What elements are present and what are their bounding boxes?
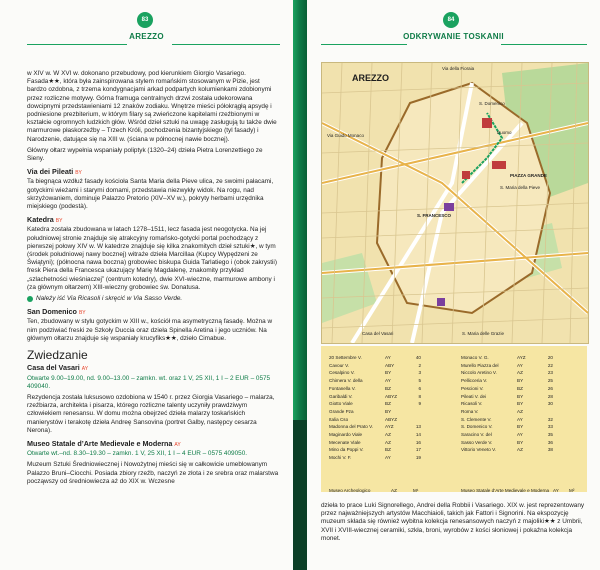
visit-info: Otwarte 9.00–19.00, nd. 9.00–13.00 – zamkn. wt. oraz 1 V, 25 XII, 1 I – 2 EUR – 0575 409040.: [27, 374, 271, 390]
street-index-row: [461, 377, 553, 385]
street-name: Pescioni V.: [461, 385, 484, 391]
map-number: 8: [418, 393, 421, 399]
street-index-row: [461, 354, 553, 362]
street-index-row: [461, 431, 553, 439]
map-label: PIAZZA GRANDE: [510, 173, 547, 178]
street-name: Saracino V. del: [461, 432, 492, 438]
map-number: 32: [547, 416, 553, 422]
grid-ref: AZ: [517, 370, 523, 376]
street-index-row: [461, 400, 553, 408]
visit-text: Muzeum Sztuki Średniowiecznej i Nowożytnej mieści się w całkowicie umeblowanym Palazzo Bruni–Ciocchi. Posiada zbiory rzeźb, naczyń ze złota i ze srebra oraz malarstwa począwszy od średniowiecza aż do XIX w. Wczesne: [27, 461, 279, 485]
book-spine: [293, 0, 307, 570]
map-number: 40: [415, 355, 421, 360]
grid-ref: BZ: [385, 385, 391, 391]
map-label: Duomo: [497, 130, 512, 135]
street-index-row: [461, 362, 553, 370]
section-text: Ten, zbudowany w stylu gotyckim w XIII w., kościół ma asymetryczną fasadę. Można w nim podziwiać freski ze Szkoły Duccia oraz dzieła Spinella Aretina i jego uczniów. Na głównym ołtarzu znajduje się wspaniały krucyfiks★★, dzieło Cimabue.: [27, 318, 273, 342]
street-index-row: [461, 446, 553, 454]
map-number: 2: [418, 362, 421, 368]
grid-ref: AZ: [385, 432, 391, 438]
street-name: Vittorio Veneto V.: [461, 447, 496, 453]
section-heading-pileati: [27, 168, 280, 177]
street-name: Pileati V. dei: [461, 393, 487, 399]
grid-ref: AY: [517, 432, 523, 438]
map-label: Via della Fioraia: [442, 66, 475, 71]
map-number: 35: [547, 432, 553, 438]
header-rule-right-2: [501, 44, 587, 45]
street-index-row: [329, 431, 421, 439]
map-number: 26: [547, 385, 553, 391]
street-name: Maginardo Viale: [329, 432, 363, 438]
map-label: Casa del Vasari: [362, 331, 394, 336]
grid-ref: AY: [385, 378, 391, 384]
street-name: Niccolo Aretino V.: [461, 370, 497, 376]
street-name: Italia Cso: [329, 416, 349, 422]
street-index-row: [461, 385, 553, 393]
grid-ref: AY: [385, 455, 391, 461]
map-label: Via Guido Monaco: [327, 133, 364, 138]
grid-ref: AY: [385, 355, 391, 360]
grid-ref: AY: [81, 366, 89, 373]
sight-francesco-marker: [444, 203, 454, 211]
sight-piazza-marker: [492, 161, 506, 169]
street-name: Ricasoli V.: [461, 401, 483, 407]
visit-title: Casa del Vasari: [27, 363, 80, 373]
grid-ref: BZ: [385, 401, 391, 407]
grid-ref: BY: [75, 170, 82, 177]
tip-text: Należy iść Via Ricasoli i skręcić w Via Sasso Verde.: [36, 295, 183, 303]
street-name: Giotto Viale: [329, 401, 353, 407]
map-number: 19: [415, 455, 421, 461]
right-text-column: [321, 502, 587, 543]
street-name: S. Domenico V.: [461, 424, 493, 430]
running-head-right: ODKRYWANIE TOSKANII: [403, 32, 504, 41]
map-label: S. Maria della Pieve: [500, 185, 541, 190]
header-rule-left: [27, 44, 127, 45]
legend-museum: Museo Archeologico: [329, 488, 371, 493]
map-number: 16: [415, 439, 421, 445]
map-number: 22: [547, 362, 553, 368]
street-index-row: [329, 439, 421, 447]
sight-pieve-marker: [462, 171, 470, 179]
header-rule-left-2: [172, 44, 280, 45]
grid-ref: ABYZ: [385, 393, 397, 399]
grid-ref: AZ: [385, 439, 391, 445]
grid-ref: ABYZ: [385, 416, 397, 422]
map-number: [407, 408, 421, 416]
grid-ref: AZ: [517, 447, 523, 453]
map-label: S. Domenico: [479, 101, 505, 106]
map-number: [539, 408, 553, 416]
street-index-row: [329, 393, 421, 401]
visit-info: Otwarte wt.–nd. 8.30–19.30 – zamkn. 1 V, 25 XII, 1 I – 4 EUR – 0575 409050.: [27, 450, 248, 458]
street-index-column-2: [461, 354, 553, 454]
street-index-row: [461, 408, 553, 416]
street-name: Madonna del Prato V.: [329, 424, 374, 430]
grid-ref: BY: [517, 378, 524, 384]
header-rule-right: [321, 44, 407, 45]
visit-title: Museo Statale d’Arte Medievale e Moderna: [27, 438, 173, 448]
section-text: Katedra została zbudowana w latach 1278–1511, lecz fasada jest neogotycka. Na jej południowej stronie znajduje się atrakcyjny romańsko-gotycki portal pochodzący z pierwszej połowy XIV w. W katedrze znajduje się kilka znakomitych dzieł sztuki★, w tym (środek południowej nawy bocznej) witraże dzieła Marcillaa (Kupcy Wypędzeni ze Świątyni); (północna nawa boczna) grobowiec biskupa Guida Tarlatiego i (obok zakrystii) fresk Piera della Francesca ukazujący Marię Magdalenę, znakomity przykład „szlachetności wieśniaczej” (centrum kotedry), dwie XVI-wieczne, marmurowe ambony i (za głównym ołtarzem) XIII-wieczny grobowiec św. Donatusa.: [27, 226, 277, 291]
map-number: 17: [415, 447, 421, 453]
grid-ref: AYZ: [517, 355, 526, 360]
legend-museum: Museo Statale d’Arte Medievale e Moderna: [461, 488, 550, 493]
grid-ref: ABY: [385, 362, 395, 368]
legend-museum-grid: AZ: [391, 488, 397, 493]
street-index-column-1: [329, 354, 421, 462]
street-name: Mochi V. F.: [329, 455, 352, 461]
grid-ref: BZ: [517, 385, 523, 391]
grid-ref: AYZ: [385, 424, 394, 430]
left-page: [0, 0, 293, 570]
street-index-row: [461, 369, 553, 377]
page-number-right: 84: [443, 12, 459, 28]
street-index-row: [461, 416, 553, 424]
directions-tip: [27, 295, 280, 303]
street-name: Roma V.: [461, 408, 479, 414]
street-index-row: [329, 377, 421, 385]
city-map: [321, 62, 589, 344]
grid-ref: AY: [174, 441, 181, 448]
page-number-left: 83: [137, 12, 153, 28]
running-head-left: AREZZO: [129, 32, 164, 41]
map-number: 6: [418, 385, 421, 391]
section-text: Ta biegnąca wzdłuż fasady kościoła Santa Maria della Pieve ulica, ze swoimi pałacami, gotyckimi wieżami i starymi domami, przedstawia niezwykły widok. Na rogu, nad skrzyżowaniem, dominuje Palazzo Pretorio (XIV–XV w.), pokryty herbami urzędnika miejskiego (podestà).: [27, 178, 274, 211]
map-label: S. FRANCESCO: [417, 213, 452, 218]
map-number: 30: [547, 401, 553, 407]
map-number: 36: [547, 439, 553, 445]
section-title: Katedra: [27, 215, 54, 225]
street-name: 20 Settembre V.: [329, 355, 362, 360]
map-number: [407, 416, 421, 424]
grid-ref: BY: [517, 393, 524, 399]
street-index-row: [329, 408, 421, 416]
street-name: Garibaldi V.: [329, 393, 353, 399]
body-paragraph: dzieła to prace Luki Signorellego, Andrei della Robbii i Vasariego. XIX w. jest reprezentowany przez najważniejszych artystów Macchiaioli, takich jak Fattori i Signorini. Na ekspozycję muzeum składa się również wybitna kolekcja renesansowych naczyń z majoliki★★ z Umbrii, XVII i XVIII-wiecznej ceramiki, szkła, broni, wyrobów z kości słoniowej i pokaźna kolekcja monet.: [321, 502, 585, 542]
street-index-row: [329, 416, 421, 424]
street-name: Pellicceria V.: [461, 378, 488, 384]
map-number: 38: [547, 447, 553, 453]
legend-museum-code: M²: [569, 488, 575, 493]
map-number: 13: [415, 424, 421, 430]
legend-museum-grid: AY: [553, 488, 559, 493]
grid-ref: BZ: [385, 447, 391, 453]
street-name: Fontanella V.: [329, 385, 356, 391]
street-index-row: [461, 423, 553, 431]
street-name: S. Clemente V.: [461, 416, 492, 422]
grid-ref: BY: [517, 439, 524, 445]
grid-ref: BY: [78, 310, 86, 317]
street-name: Sasso Verde V.: [461, 439, 493, 445]
section-heading-katedra: [27, 216, 280, 225]
intro-paragraph: Główny ołtarz wypełnia wspaniały poliptyk (1320–24) dzieła Pietra Lorenzettiego ze Sieny.: [27, 146, 263, 163]
visit-heading-museo: [27, 440, 280, 449]
map-number: 28: [547, 393, 553, 399]
legend-museum-code: M¹: [413, 488, 419, 493]
map-number: 25: [547, 378, 553, 384]
map-number: 33: [547, 424, 553, 430]
street-name: Chimera V. della: [329, 378, 363, 384]
street-index-row: [329, 446, 421, 454]
map-number: 14: [415, 432, 421, 438]
intro-paragraph: w XIV w. W XVI w. dokonano przebudowy, pod kierunkiem Giorgio Vasariego. Fasada★★, która była zainspirowana stylem romańskim stosowanym w Pizie, jest bardzo ozdobna, z trzema kondygnacjami arkad podpartych kolumienkami zdobionymi przez rozliczne motywy. Górna framuga centralnych drzwi została udekorowana dowcipnymi przedstawieniami 12 znaków zodiaku. Wnętrze mieści półokrągłą apsydę i podniesione prezbiterium, w którym filary są zwieńczone kapitelami rzeźbionymi w kształcie ogromnych ludzkich głów. Wśród dzieł sztuki na uwagę zasługują tu także dwie marmurowe płaskorzeźby – Trzech Króli, pochodzenia bizantyjskiego (tyl fasady) i Narodzenie, datujące się na XIII w. (ściana w północnej nawie bocznej).: [27, 70, 277, 143]
street-index-row: [461, 393, 553, 401]
left-text-column: [27, 70, 280, 489]
street-index-row: [329, 454, 421, 462]
section-title: San Domenico: [27, 307, 77, 317]
map-title: AREZZO: [352, 73, 389, 83]
spine-shadow: [293, 420, 307, 570]
street-name: Murello Piazza del: [461, 362, 499, 368]
sight-duomo-marker: [482, 118, 492, 128]
right-page: [307, 0, 600, 570]
grid-ref: BY: [517, 424, 524, 430]
map-number: 9: [418, 401, 421, 407]
street-index-row: [329, 369, 421, 377]
section-title: Via dei Pileati: [27, 167, 74, 177]
section-heading-zwiedzanie: Zwiedzanie: [27, 348, 88, 363]
map-graphic: [322, 63, 588, 343]
map-number: 3: [418, 370, 421, 376]
visit-heading-vasari: [27, 364, 280, 373]
map-number: 5: [418, 378, 421, 384]
street-name: Mecenate Viale: [329, 439, 361, 445]
street-index-row: [329, 354, 421, 362]
street-name: Grande Pza: [329, 408, 354, 414]
section-heading-domenico: [27, 308, 280, 317]
street-name: Monaco V. G.: [461, 355, 489, 360]
grid-ref: AZ: [517, 408, 523, 414]
visit-text: Rezydencja została luksusowo ozdobiona w 1540 r. przez Giorgia Vasariego – malarza, rzeźbiarza, architekta i pisarza, którego rozliczne talenty uczyniły prawdziwym człowiekiem renesansu. W domu można obejrzeć dzieła malarzy toskańskich manierystów i terakotę dzieła Andreę Sansovina (portret Galby, następcy cesarza Nerona).: [27, 393, 275, 434]
street-name: Mino da Poppi V.: [329, 447, 364, 453]
grid-ref: AY: [517, 362, 523, 368]
grid-ref: BY: [385, 370, 392, 376]
street-index-row: [329, 362, 421, 370]
grid-ref: AY: [517, 416, 523, 422]
street-name: Cavour V.: [329, 362, 350, 368]
map-label: S. Maria delle Grazie: [462, 331, 505, 336]
map-number: 20: [547, 355, 553, 360]
street-index-row: [329, 385, 421, 393]
grid-ref: BY: [55, 218, 63, 225]
sight-museum-marker: [437, 298, 445, 306]
street-index-row: [329, 423, 421, 431]
street-index-row: [329, 400, 421, 408]
street-name: Cesalpino V.: [329, 370, 355, 376]
grid-ref: BY: [517, 401, 524, 407]
grid-ref: BY: [385, 408, 392, 414]
map-number: 23: [547, 370, 553, 376]
street-index-row: [461, 439, 553, 447]
street-index: [321, 346, 587, 492]
arrow-icon: [27, 296, 33, 302]
